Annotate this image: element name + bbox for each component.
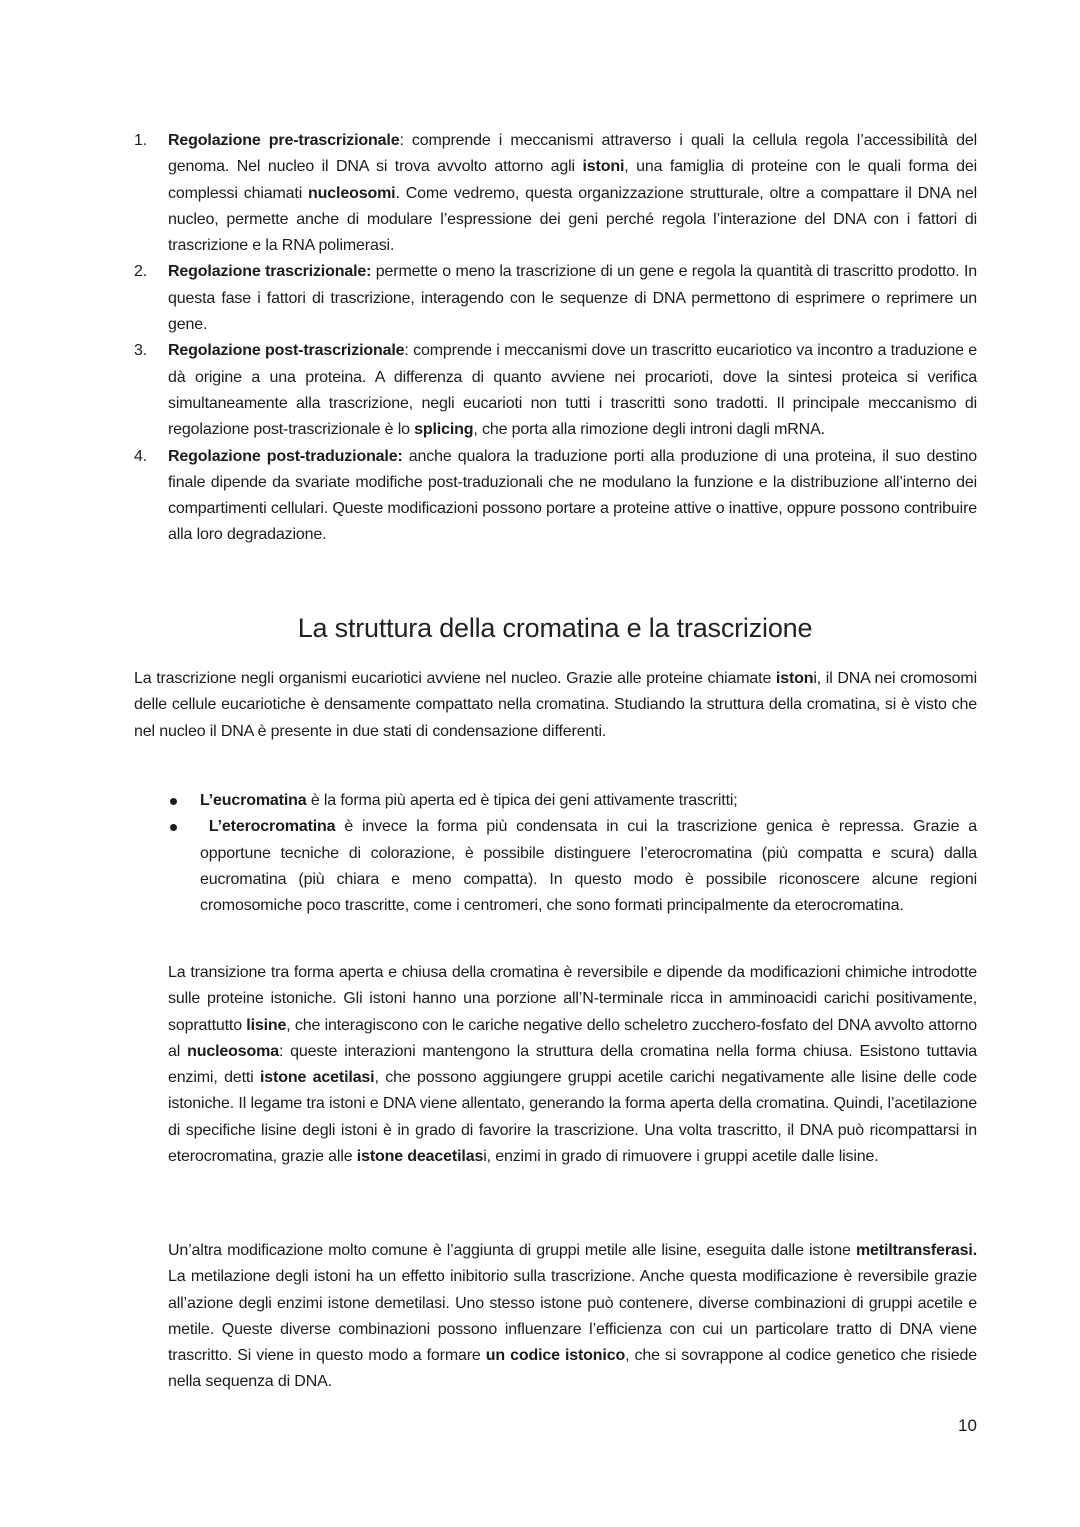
term-bold: Regolazione post-traduzionale: <box>168 447 403 465</box>
list-item <box>134 338 977 443</box>
item-text: , una famiglia di proteine con le quali forma dei complessi chiamati <box>168 158 977 202</box>
term-bold: istoni <box>582 158 625 176</box>
text-run: è invece la forma più condensata in cui la trascrizione genica è repressa. Grazie a opportune tecniche di colorazione, è possibile distinguere l’eterocromatina (più compatta e scura) dalla eucromatina (più chiara e meno compatta). In questo modo è possibile riconoscere alcune regioni cromosomiche poco trascritte, come i centromeri, che sono formati principalmente da eterocromatina. <box>200 818 977 915</box>
term-bold: un codice istonico <box>485 1347 626 1365</box>
text-run: , che possono aggiungere gruppi acetile carichi negativamente alle lisine delle code istoniche. Il legame tra istoni e DNA viene allentato, generando la forma aperta della cromatina. Quindi, l’acetilazione di specifiche lisine degli istoni è in grado di favorire la trascrizione. Una volta trascritto, il DNA può ricompattarsi in eterocromatina, grazie alle <box>168 1069 977 1166</box>
bullet-item <box>168 788 977 814</box>
term-bold: splicing <box>414 421 474 439</box>
list-number: 3. <box>134 342 148 360</box>
bullet-item <box>168 814 977 919</box>
text-run: La trascrizione negli organismi eucariotici avviene nel nucleo. Grazie alle proteine chiamate <box>134 670 776 687</box>
section-heading: La struttura della cromatina e la trascrizione <box>297 613 813 643</box>
text-run: La metilazione degli istoni ha un effetto inibitorio sulla trascrizione. Anche questa modificazione è reversibile grazie all’azione degli enzimi istone demetilasi. Uno stesso istone può contenere, diverse combinazioni di gruppi acetile e metile. Queste diverse combinazioni possono influenzare l’efficienza con cui un particolare tratto di DNA viene trascritto. Si viene in questo modo a formare <box>168 1268 977 1365</box>
list-item <box>134 128 977 259</box>
term-bold: istone deacetilas <box>356 1148 484 1166</box>
text-run: , che si sovrappone al codice genetico che risiede nella sequenza di DNA. <box>168 1347 978 1391</box>
item-text: anche qualora la traduzione porti alla produzione di una proteina, il suo destino finale dipende da svariate modifiche post-traduzionali che ne modulano la funzione e la distribuzione all’interno dei compartimenti cellulari. Queste modificazioni possono portare a proteine attive o inattive, oppure possono contribuire alla loro degradazione. <box>168 447 977 544</box>
item-text: : comprende i meccanismi dove un trascritto eucariotico va incontro a traduzione e dà origine a una proteina. A differenza di quanto avviene nei procarioti, dove la sintesi proteica si verifica simultaneamente alla trascrizione, negli eucarioti non tutti i trascritti sono tradotti. Il principale meccanismo di regolazione post-trascrizionale è lo <box>168 342 977 439</box>
term-bold: L’eterocromatina <box>200 818 336 836</box>
intro-paragraph <box>134 666 977 745</box>
item-text: . Come vedremo, questa organizzazione strutturale, oltre a compattare il DNA nel nucleo, permette anche di modulare l’espressione dei geni perché regola l’interazione del DNA con i fattori di trascrizione e la RNA polimerasi. <box>168 184 977 255</box>
bullet-icon <box>170 798 177 805</box>
item-text: permette o meno la trascrizione di un gene e regola la quantità di trascritto prodotto. In questa fase i fattori di trascrizione, interagendo con le sequenze di DNA permettono di esprimere o reprimere un gene. <box>168 263 977 334</box>
bullet-icon <box>170 824 177 831</box>
item-text: , che porta alla rimozione degli introni dagli mRNA. <box>473 421 825 439</box>
term-bold: Regolazione post-trascrizionale <box>168 342 405 360</box>
page-number: 10 <box>958 1416 977 1435</box>
list-number: 2. <box>134 263 148 281</box>
text-run: Un’altra modificazione molto comune è l’aggiunta di gruppi metile alle lisine, eseguita dalle istone <box>168 1242 856 1259</box>
term-bold: nucleosoma <box>187 1042 279 1060</box>
methylation-paragraph <box>168 1238 977 1396</box>
text-run: : queste interazioni mantengono la struttura della cromatina nella forma chiusa. Esistono tuttavia enzimi, detti <box>168 1042 977 1087</box>
list-number: 1. <box>134 132 148 149</box>
term-bold: istone acetilasi <box>260 1069 375 1087</box>
text-run: i, enzimi in grado di rimuovere i gruppi acetile dalle lisine. <box>483 1148 879 1166</box>
term-bold: nucleosomi <box>308 184 396 202</box>
list-number: 4. <box>134 447 148 465</box>
term-bold: L’eucromatina <box>200 792 307 809</box>
list-item <box>134 444 977 549</box>
acetylation-paragraph <box>168 960 977 1170</box>
term-bold: lisine <box>246 1016 287 1034</box>
term-bold: Regolazione trascrizionale: <box>168 263 372 281</box>
text-run: La transizione tra forma aperta e chiusa della cromatina è reversibile e dipende da modificazioni chimiche introdotte sulle proteine istoniche. Gli istoni hanno una porzione all’N-terminale ricca in amminoacidi carichi positivamente, soprattutto <box>168 964 977 1034</box>
text-run: , che interagiscono con le cariche negative dello scheletro zucchero-fosfato del DNA avvolto attorno al <box>168 1016 977 1060</box>
chromatin-bullet-list <box>168 788 977 919</box>
term-bold: metiltransferasi. <box>855 1242 977 1259</box>
item-text: : comprende i meccanismi attraverso i quali la cellula regola l’accessibilità del genoma. Nel nucleo il DNA si trova avvolto attorno agli <box>168 132 977 176</box>
list-item <box>134 259 977 338</box>
text-run: è la forma più aperta ed è tipica dei geni attivamente trascritti; <box>306 792 738 809</box>
regulation-levels-list <box>134 128 977 549</box>
term-bold: Regolazione pre-trascrizionale <box>168 132 400 149</box>
text-run: i, il DNA nei cromosomi delle cellule eucariotiche è densamente compattato nella cromatina. Studiando la struttura della cromatina, si è visto che nel nucleo il DNA è presente in due stati di condensazione differenti. <box>134 670 977 740</box>
term-bold: iston <box>775 670 814 687</box>
